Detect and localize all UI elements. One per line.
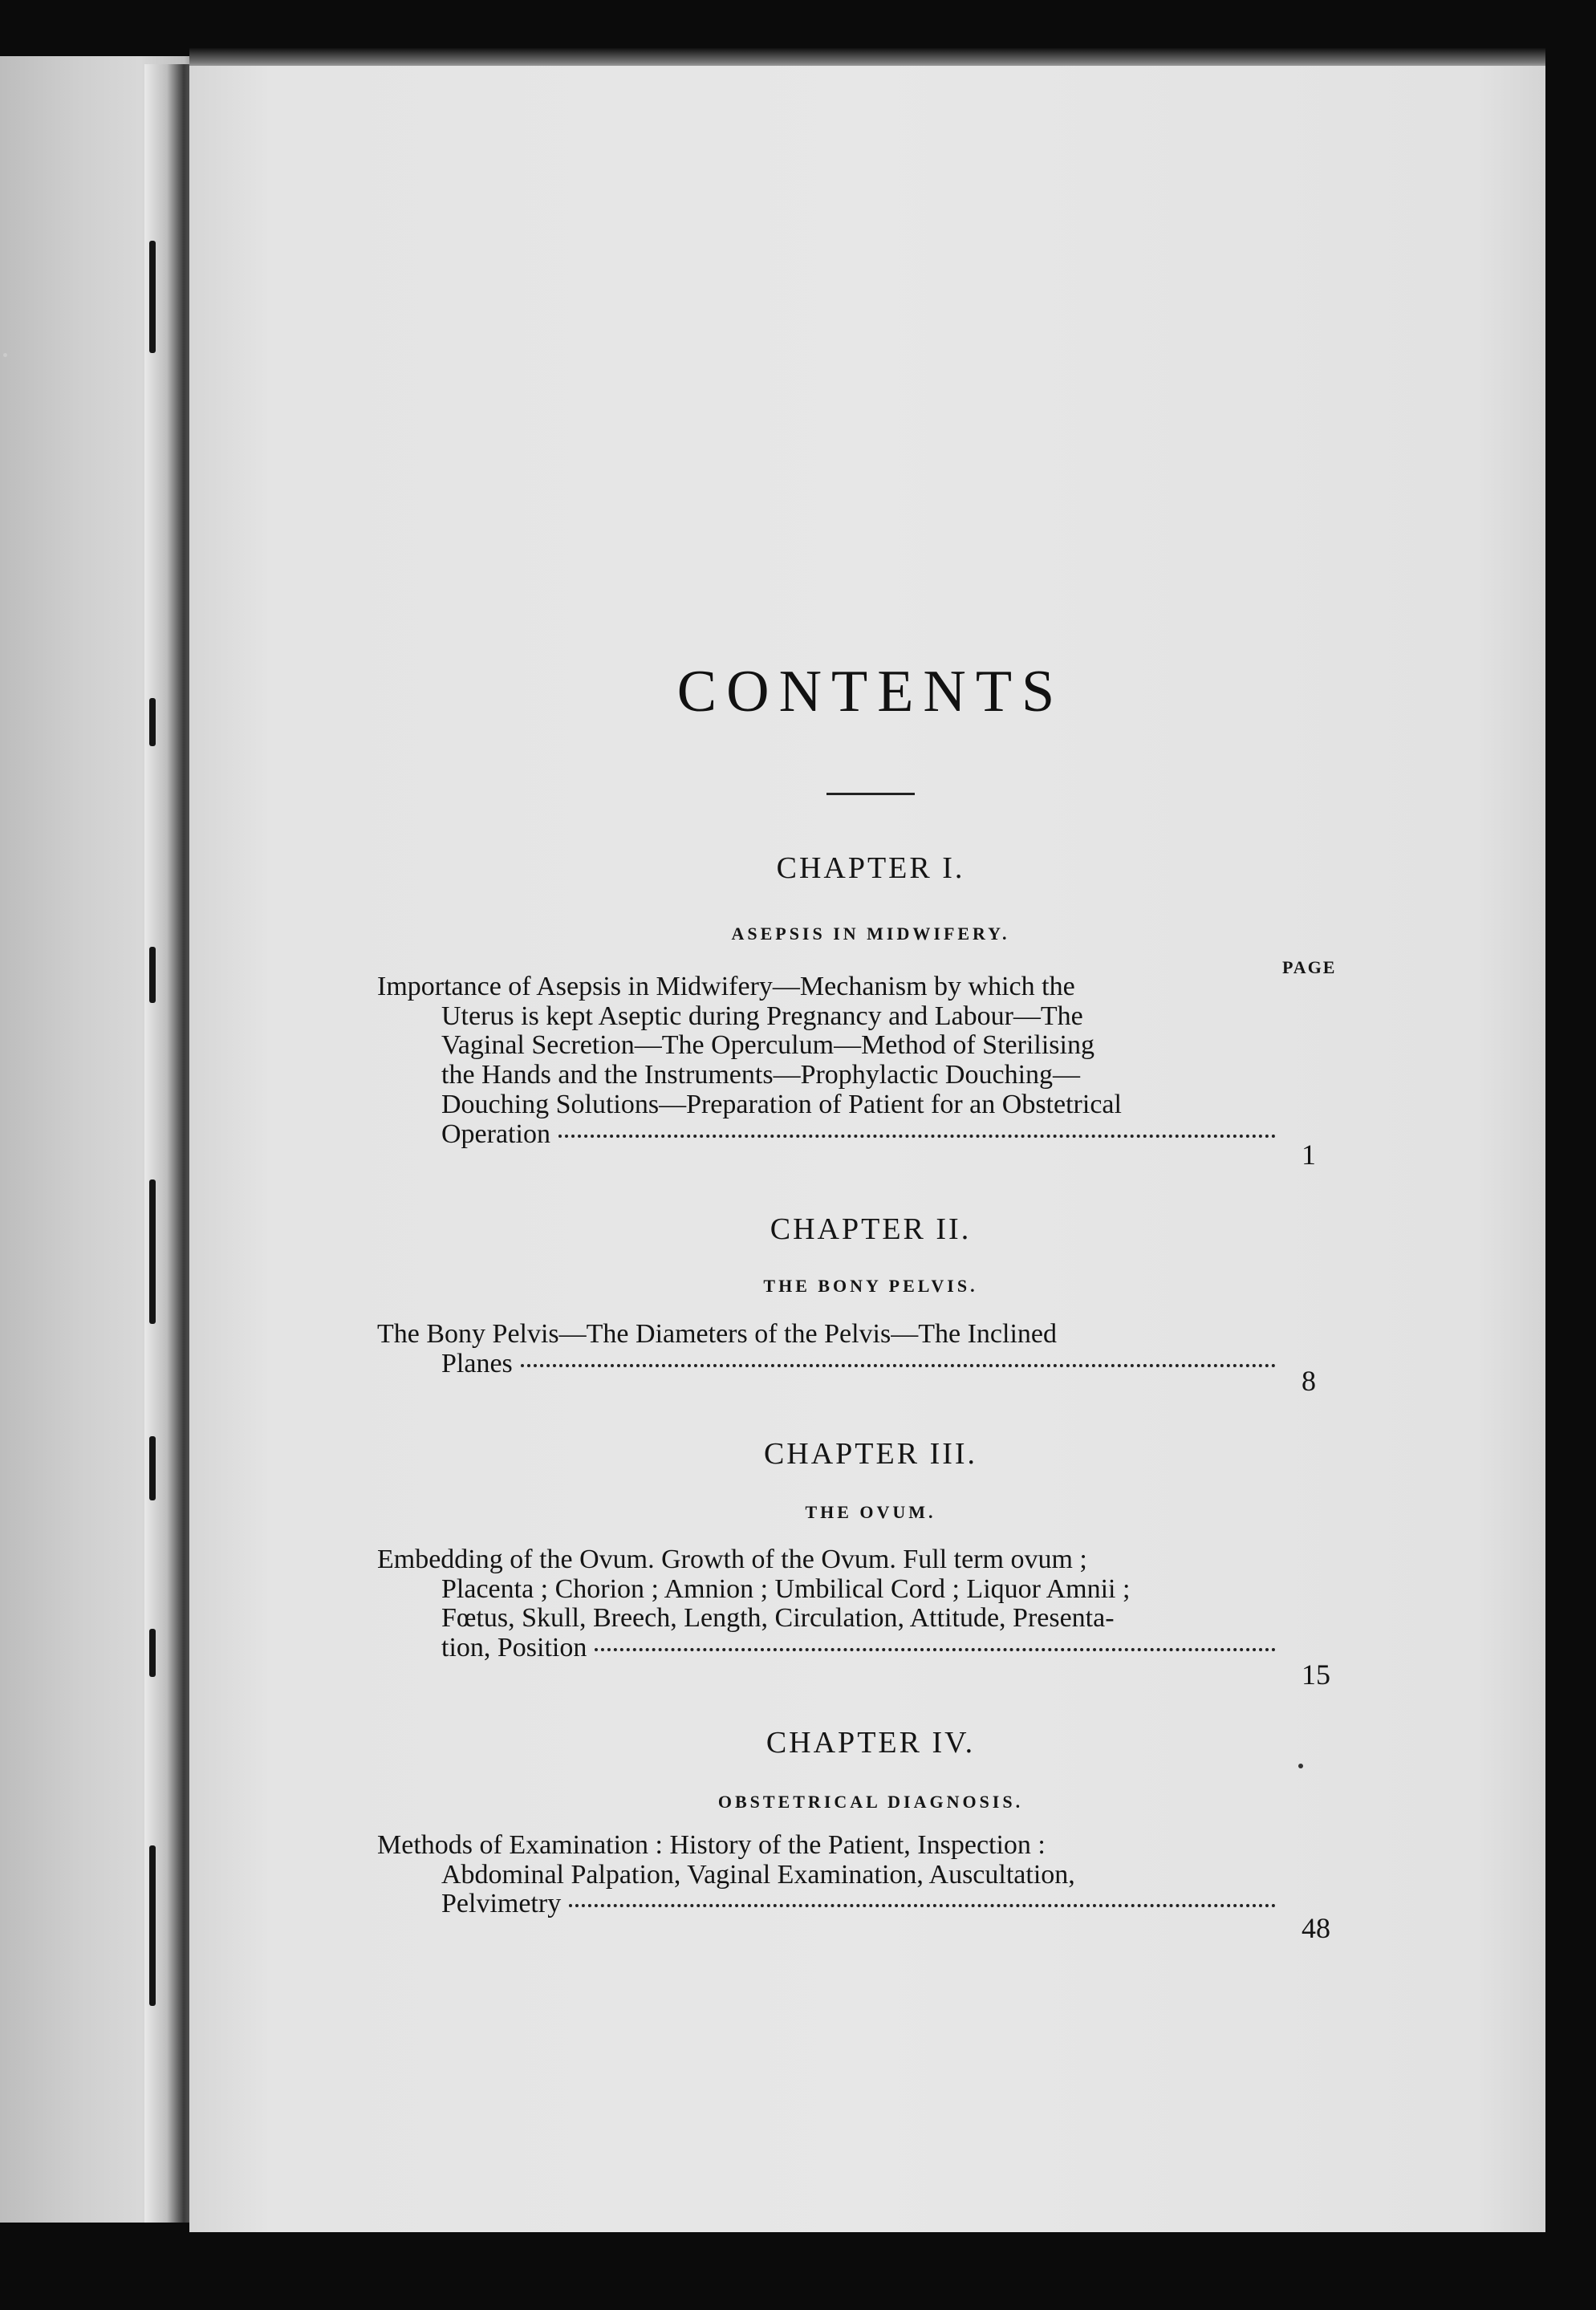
- entry-last-line: [377, 1350, 1284, 1379]
- page-number: 48: [1302, 1912, 1330, 1944]
- chapter-subtitle: THE BONY PELVIS.: [763, 1276, 978, 1296]
- entry-last-line: [377, 1120, 1284, 1150]
- dot-leader: [521, 1364, 1276, 1367]
- gutter-mark: [149, 947, 156, 1003]
- entry-line: Douching Solutions—Preparation of Patient for an Obstetrical: [441, 1089, 1122, 1119]
- toc-entry: [377, 1545, 1284, 1663]
- gutter-mark: [149, 241, 156, 353]
- gutter-mark: [149, 1179, 156, 1324]
- chapter-subtitle: OBSTETRICAL DIAGNOSIS.: [717, 1792, 1024, 1812]
- title-rule: [826, 793, 915, 795]
- scan-speck: [3, 353, 7, 357]
- entry-first-line: The Bony Pelvis—The Diameters of the Pelvis—The Inclined: [377, 1319, 1057, 1349]
- page-title: CONTENTS: [676, 659, 1065, 725]
- chapter-heading: CHAPTER I.: [776, 851, 965, 885]
- chapter-heading: CHAPTER IV.: [766, 1726, 976, 1760]
- entry-line: Operation: [441, 1118, 550, 1149]
- entry-last-line: [377, 1890, 1284, 1919]
- chapter-heading: CHAPTER III.: [763, 1437, 978, 1471]
- entry-line: tion, Position: [441, 1633, 587, 1663]
- chapter-subtitle: ASEPSIS IN MIDWIFERY.: [731, 924, 1010, 944]
- chapter-heading: CHAPTER II.: [770, 1212, 972, 1246]
- entry-first-line: Importance of Asepsis in Midwifery—Mechanism by which the: [377, 972, 1075, 1001]
- scan-speck: [1298, 1764, 1303, 1768]
- entry-line: Placenta ; Chorion ; Amnion ; Umbilical Cord ; Liquor Amnii ;: [441, 1573, 1131, 1604]
- entry-line: Planes: [441, 1348, 513, 1378]
- entry-first-line: Methods of Examination : History of the Patient, Inspection :: [377, 1830, 1046, 1860]
- page-number: 8: [1302, 1365, 1316, 1397]
- entry-line: Vaginal Secretion—The Operculum—Method of Sterilising: [441, 1030, 1094, 1061]
- chapter-subtitle: THE OVUM.: [805, 1502, 936, 1522]
- gutter-mark: [149, 1629, 156, 1677]
- page-number: 15: [1302, 1658, 1330, 1691]
- dot-leader: [558, 1135, 1276, 1138]
- toc-entry: [377, 972, 1284, 1149]
- entry-line: Fœtus, Skull, Breech, Length, Circulation, Attitude, Presenta-: [441, 1603, 1115, 1634]
- entry-first-line: Embedding of the Ovum. Growth of the Ovum. Full term ovum ;: [377, 1545, 1087, 1574]
- gutter-mark: [149, 1845, 156, 2006]
- page-column-label: PAGE: [1282, 957, 1337, 977]
- entry-line: the Hands and the Instruments—Prophylactic Douching—: [441, 1060, 1081, 1090]
- toc-entry: [377, 1831, 1284, 1919]
- dot-leader: [595, 1648, 1276, 1651]
- entry-line: Uterus is kept Aseptic during Pregnancy and Labour—The: [441, 1001, 1083, 1031]
- dot-leader: [569, 1904, 1276, 1907]
- entry-line: Abdominal Palpation, Vaginal Examination, Auscultation,: [441, 1859, 1075, 1890]
- page-number: 1: [1302, 1139, 1316, 1171]
- entry-line: Pelvimetry: [441, 1889, 562, 1919]
- toc-entry: [377, 1320, 1284, 1378]
- entry-last-line: [377, 1634, 1284, 1663]
